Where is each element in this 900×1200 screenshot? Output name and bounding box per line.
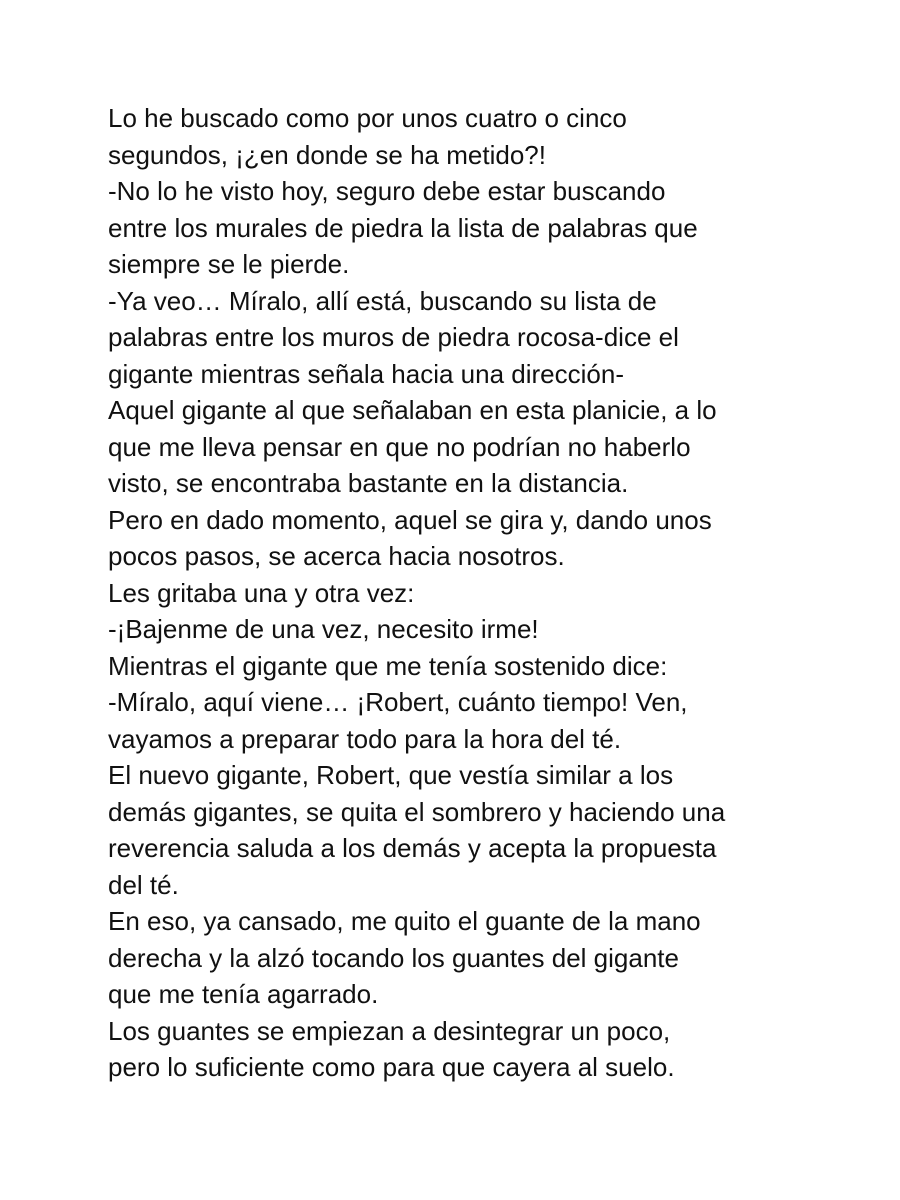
text-line: pero lo suficiente como para que cayera al suelo. (108, 1052, 675, 1082)
text-line: -Míralo, aquí viene… ¡Robert, cuánto tiempo! Ven, (108, 687, 688, 717)
text-line: derecha y la alzó tocando los guantes del gigante (108, 942, 679, 973)
text-line: Aquel gigante al que señalaban en esta planicie, a lo (108, 395, 717, 425)
text-line: En eso, ya cansado, me quito el guante de la mano (108, 906, 701, 936)
text-line: Lo he buscado como por unos cuatro o cinco (108, 103, 627, 133)
text-line: pocos pasos, se acerca hacia nosotros. (108, 541, 565, 571)
text-line: Les gritaba una y otra vez: (108, 577, 415, 608)
text-line: -Ya veo… Míralo, allí está, buscando su lista de (108, 285, 657, 316)
text-line: segundos, ¡¿en donde se ha metido?! (108, 139, 546, 170)
text-line: demás gigantes, se quita el sombrero y haciendo una (108, 796, 726, 827)
text-line: El nuevo gigante, Robert, que vestía similar a los (108, 760, 674, 790)
text-line: vayamos a preparar todo para la hora del té. (108, 723, 622, 754)
text-line: siempre se le pierde. (108, 249, 350, 279)
text-line: visto, se encontraba bastante en la distancia. (108, 468, 629, 498)
body-text (108, 100, 808, 1086)
text-line: Pero en dado momento, aquel se gira y, dando unos (108, 504, 712, 535)
text-line: -No lo he visto hoy, seguro debe estar buscando (108, 176, 666, 206)
text-line: Los guantes se empiezan a desintegrar un poco, (108, 1015, 671, 1046)
text-line: palabras entre los muros de piedra rocosa-dice el (108, 322, 679, 352)
text-line: Mientras el gigante que me tenía sostenido dice: (108, 650, 668, 681)
text-line: que me tenía agarrado. (108, 979, 379, 1009)
text-line: entre los murales de piedra la lista de palabras que (108, 212, 698, 243)
text-line: gigante mientras señala hacia una dirección- (108, 358, 624, 389)
text-line: -¡Bajenme de una vez, necesito irme! (108, 614, 539, 644)
text-line: del té. (108, 869, 179, 900)
text-line: reverencia saluda a los demás y acepta la propuesta (108, 833, 717, 863)
text-line: que me lleva pensar en que no podrían no haberlo (108, 431, 691, 462)
